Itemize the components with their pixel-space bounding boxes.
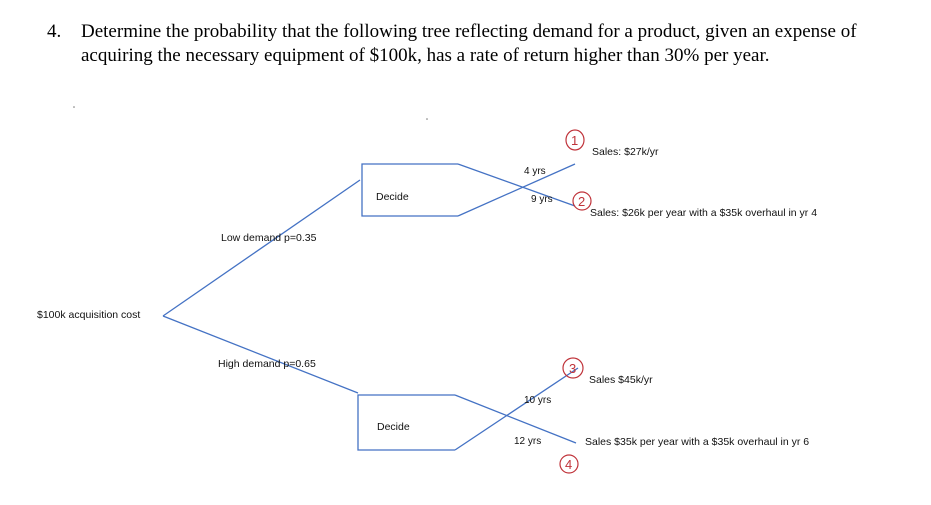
question-text-line-2: acquiring the necessary equipment of $100k, has a rate of return higher than 30% per year. (81, 45, 770, 66)
decision-label-high: Decide (377, 421, 410, 433)
outcome-4-text: Sales $35k per year with a $35k overhaul in yr 6 (585, 436, 810, 448)
marker-1-number: 1 (571, 133, 579, 148)
stray-dot-left (73, 106, 75, 108)
high-demand-label: High demand p=0.65 (218, 358, 316, 370)
low-demand-label: Low demand p=0.35 (221, 232, 317, 244)
marker-4-number: 4 (565, 457, 573, 472)
question-text-line-1: Determine the probability that the following tree reflecting demand for a product, given an expense of (81, 21, 857, 42)
low-option-bottom-line (458, 164, 575, 216)
marker-2-number: 2 (578, 194, 586, 209)
marker-3-number: 3 (569, 361, 577, 376)
low-option-top-line (458, 164, 575, 206)
root-to-high-branch (163, 316, 358, 393)
question-number: 4. (47, 21, 62, 42)
outcome-2-text: Sales: $26k per year with a $35k overhaul in yr 4 (590, 207, 818, 219)
decision-box-low (362, 164, 458, 216)
outcome-1-text: Sales: $27k/yr (592, 146, 659, 158)
root-label: $100k acquisition cost (37, 309, 141, 321)
outcome-3-text: Sales $45k/yr (589, 374, 653, 386)
high-option-1-years: 10 yrs (524, 395, 552, 406)
decision-label-low: Decide (376, 191, 409, 203)
low-option-1-years: 4 yrs (524, 166, 546, 177)
low-option-2-years: 9 yrs (531, 194, 553, 205)
root-to-low-branch (163, 180, 360, 316)
stray-dot-right (426, 118, 428, 120)
high-option-2-years: 12 yrs (514, 436, 542, 447)
